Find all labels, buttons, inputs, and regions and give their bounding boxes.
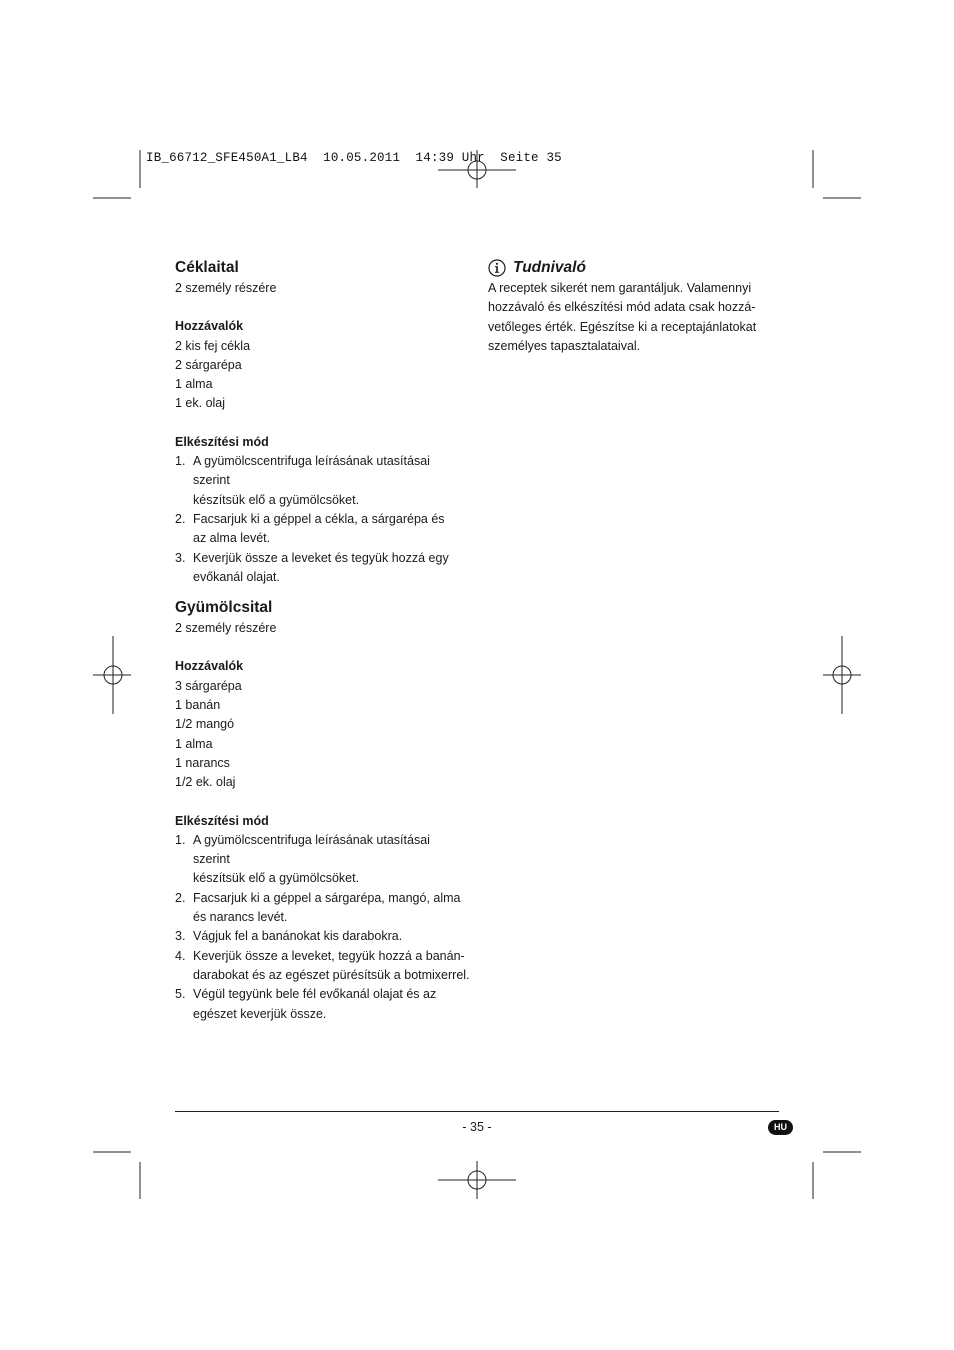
note-text: vetőleges érték. Egészítse ki a receptajánlatokat [488, 319, 757, 334]
ingredient-item: 1 banán [175, 698, 221, 713]
step-number: 2. [175, 511, 186, 526]
note-heading [488, 257, 763, 279]
step-text: készítsük elő a gyümölcsöket. [193, 492, 360, 507]
right-column [488, 257, 763, 356]
ingredients-label: Hozzávalók [175, 659, 244, 674]
ingredient-item: 2 kis fej cékla [175, 338, 251, 353]
step-text: Facsarjuk ki a géppel a cékla, a sárgarépa és [193, 511, 445, 526]
step-text: Vágjuk fel a banánokat kis darabokra. [193, 929, 403, 944]
step-text: A gyümölcscentrifuga leírásának utasításai szerint [193, 454, 430, 488]
page-number: - 35 - [462, 1120, 492, 1134]
ingredient-item: 1/2 mangó [175, 717, 235, 732]
left-column [175, 257, 470, 1024]
ingredient-item: 1 narancs [175, 755, 230, 770]
method-step [175, 947, 470, 986]
recipe-title-beetroot: Céklaital [175, 259, 239, 276]
info-icon [488, 259, 506, 277]
method-step [175, 889, 470, 928]
note-title: Tudnivaló [513, 259, 586, 276]
note-text: A receptek sikerét nem garantáljuk. Valamennyi [488, 281, 752, 295]
ingredient-item: 1 alma [175, 736, 213, 751]
step-number: 2. [175, 890, 186, 905]
method-step [175, 452, 470, 510]
step-text: az alma levét. [193, 531, 271, 546]
step-text: A gyümölcscentrifuga leírásának utasításai szerint [193, 832, 430, 867]
method-label: Elkészítési mód [175, 813, 269, 828]
language-badge: HU [768, 1120, 793, 1135]
method-steps [175, 831, 470, 1024]
step-text: készítsük elő a gyümölcsöket. [193, 871, 360, 886]
method-step [175, 549, 470, 588]
ingredient-item: 2 sárgarépa [175, 357, 242, 372]
step-number: 3. [175, 550, 186, 565]
method-step [175, 985, 470, 1024]
step-text: darabokat és az egészet pürésítsük a botmixerrel. [193, 967, 470, 982]
method-label: Elkészítési mód [175, 434, 269, 449]
ingredient-item: 1 ek. olaj [175, 396, 226, 411]
method-steps [175, 452, 470, 587]
step-number: 1. [175, 832, 186, 847]
step-number: 4. [175, 948, 186, 963]
ingredient-item: 3 sárgarépa [175, 678, 242, 693]
ingredients-label: Hozzávalók [175, 319, 244, 334]
note-text: személyes tapasztalataival. [488, 338, 641, 353]
method-step [175, 831, 470, 889]
ingredient-item: 1 alma [175, 377, 213, 392]
serving-info: 2 személy részére [175, 621, 277, 636]
recipe-title-fruit: Gyümölcsital [175, 599, 273, 617]
step-text: Facsarjuk ki a géppel a sárgarépa, mangó, alma [193, 890, 461, 905]
method-step [175, 927, 470, 946]
step-text: egészet keverjük össze. [193, 1006, 327, 1021]
step-number: 5. [175, 987, 186, 1002]
method-step [175, 510, 470, 549]
footer-divider [175, 1111, 779, 1112]
step-text: Keverjük össze a leveket és tegyük hozzá egy [193, 550, 449, 565]
serving-info: 2 személy részére [175, 281, 277, 295]
step-number: 3. [175, 929, 186, 944]
step-text: Keverjük össze a leveket, tegyük hozzá a banán- [193, 948, 465, 963]
print-slug: IB_66712_SFE450A1_LB4 10.05.2011 14:39 Uhr Seite 35 [146, 151, 562, 165]
step-text: Végül tegyünk bele fél evőkanál olajat és az [193, 987, 437, 1002]
step-text: evőkanál olajat. [193, 569, 280, 584]
ingredient-item: 1/2 ek. olaj [175, 775, 236, 790]
note-text: hozzávaló és elkészítési mód adata csak hozzá- [488, 300, 756, 315]
step-text: és narancs levét. [193, 910, 288, 925]
step-number: 1. [175, 454, 186, 469]
